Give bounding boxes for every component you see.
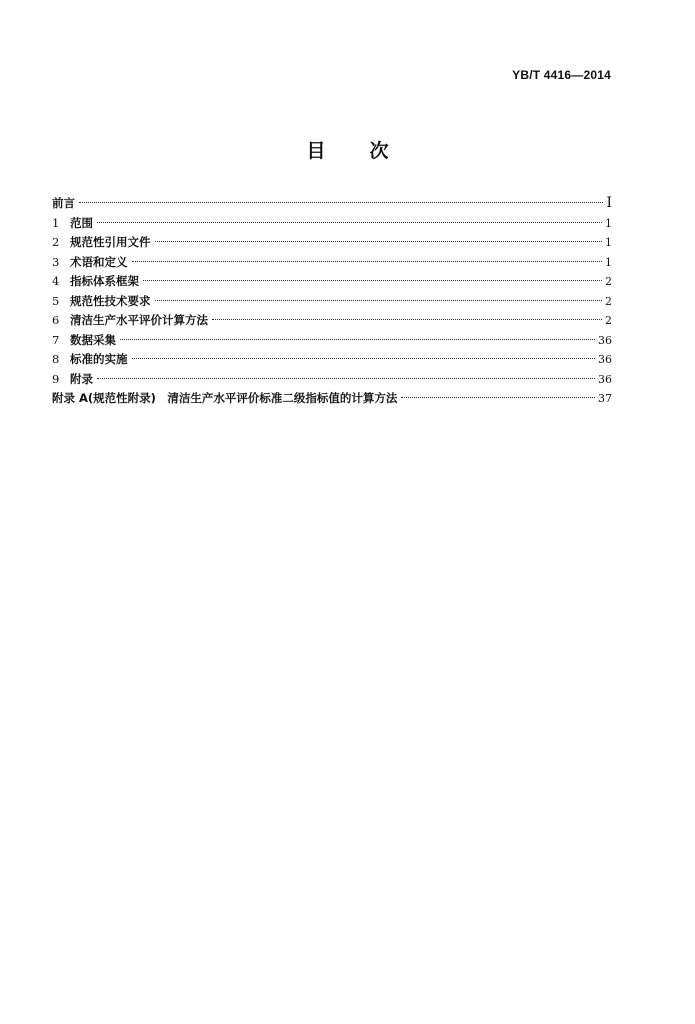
- toc-dot-leader: [212, 319, 602, 320]
- toc-entry-page: 1: [605, 216, 612, 230]
- toc-entry-page: 2: [605, 314, 612, 327]
- toc-entry-4[interactable]: [52, 272, 612, 292]
- toc-entry-label: 术语和定义: [70, 254, 128, 269]
- toc-entry-page: 1: [605, 236, 612, 249]
- toc-entry-number: 3: [52, 254, 60, 269]
- toc-entry-number: 7: [52, 332, 60, 347]
- toc-entry-label: 附录 A(规范性附录) 清洁生产水平评价标准二级指标值的计算方法: [52, 391, 398, 405]
- toc-entry-label: 范围: [70, 215, 93, 230]
- toc-entry-number: 8: [52, 352, 60, 366]
- toc-entry-page: 36: [598, 372, 612, 386]
- page-title: 目次: [306, 140, 433, 162]
- toc-entry-page: 37: [598, 392, 612, 405]
- toc-entry-number: 2: [52, 235, 60, 249]
- toc-entry-6[interactable]: [52, 311, 612, 331]
- toc-entry-8[interactable]: [52, 350, 612, 370]
- toc-dot-leader: [132, 358, 596, 359]
- toc-entry-label: 清洁生产水平评价计算方法: [70, 313, 208, 327]
- toc-entry-label: 指标体系框架: [70, 274, 139, 288]
- toc-entry-3[interactable]: [52, 253, 612, 273]
- toc-entry-2[interactable]: [52, 233, 612, 253]
- toc-entry-page: 36: [598, 353, 612, 366]
- toc-dot-leader: [97, 222, 602, 223]
- toc-entry-7[interactable]: [52, 331, 612, 351]
- toc-dot-leader: [132, 261, 603, 262]
- toc-entry-number: 9: [52, 371, 60, 386]
- table-of-contents: [52, 194, 612, 409]
- toc-dot-leader: [79, 202, 603, 203]
- toc-dot-leader: [401, 397, 595, 398]
- toc-entry-number: 1: [52, 215, 60, 230]
- toc-entry-5[interactable]: [52, 292, 612, 312]
- toc-entry-label: 规范性引用文件: [70, 235, 151, 249]
- toc-entry-page: 1: [605, 255, 612, 269]
- toc-dot-leader: [97, 378, 595, 379]
- toc-entry-page: 36: [598, 333, 612, 347]
- toc-entry-label: 前言: [52, 196, 75, 210]
- toc-entry-label: 规范性技术要求: [70, 293, 151, 308]
- toc-dot-leader: [143, 280, 602, 281]
- toc-entry-number: 5: [52, 293, 60, 308]
- toc-entry-number: 4: [52, 274, 60, 288]
- toc-entry-foreword[interactable]: [52, 194, 612, 214]
- toc-entry-label: 数据采集: [70, 332, 116, 347]
- toc-entry-label: 附录: [70, 371, 93, 386]
- toc-entry-page: Ⅰ: [606, 195, 612, 211]
- toc-entry-page: 2: [605, 294, 612, 308]
- toc-entry-appendix-a[interactable]: [52, 389, 612, 409]
- standard-code: YB/T 4416—2014: [512, 68, 611, 82]
- toc-entry-9[interactable]: [52, 370, 612, 390]
- toc-entry-page: 2: [605, 275, 612, 288]
- toc-entry-1[interactable]: [52, 214, 612, 234]
- toc-entry-label: 标准的实施: [70, 352, 128, 366]
- toc-dot-leader: [155, 300, 603, 301]
- toc-dot-leader: [155, 241, 603, 242]
- toc-entry-number: 6: [52, 313, 60, 327]
- toc-dot-leader: [120, 339, 595, 340]
